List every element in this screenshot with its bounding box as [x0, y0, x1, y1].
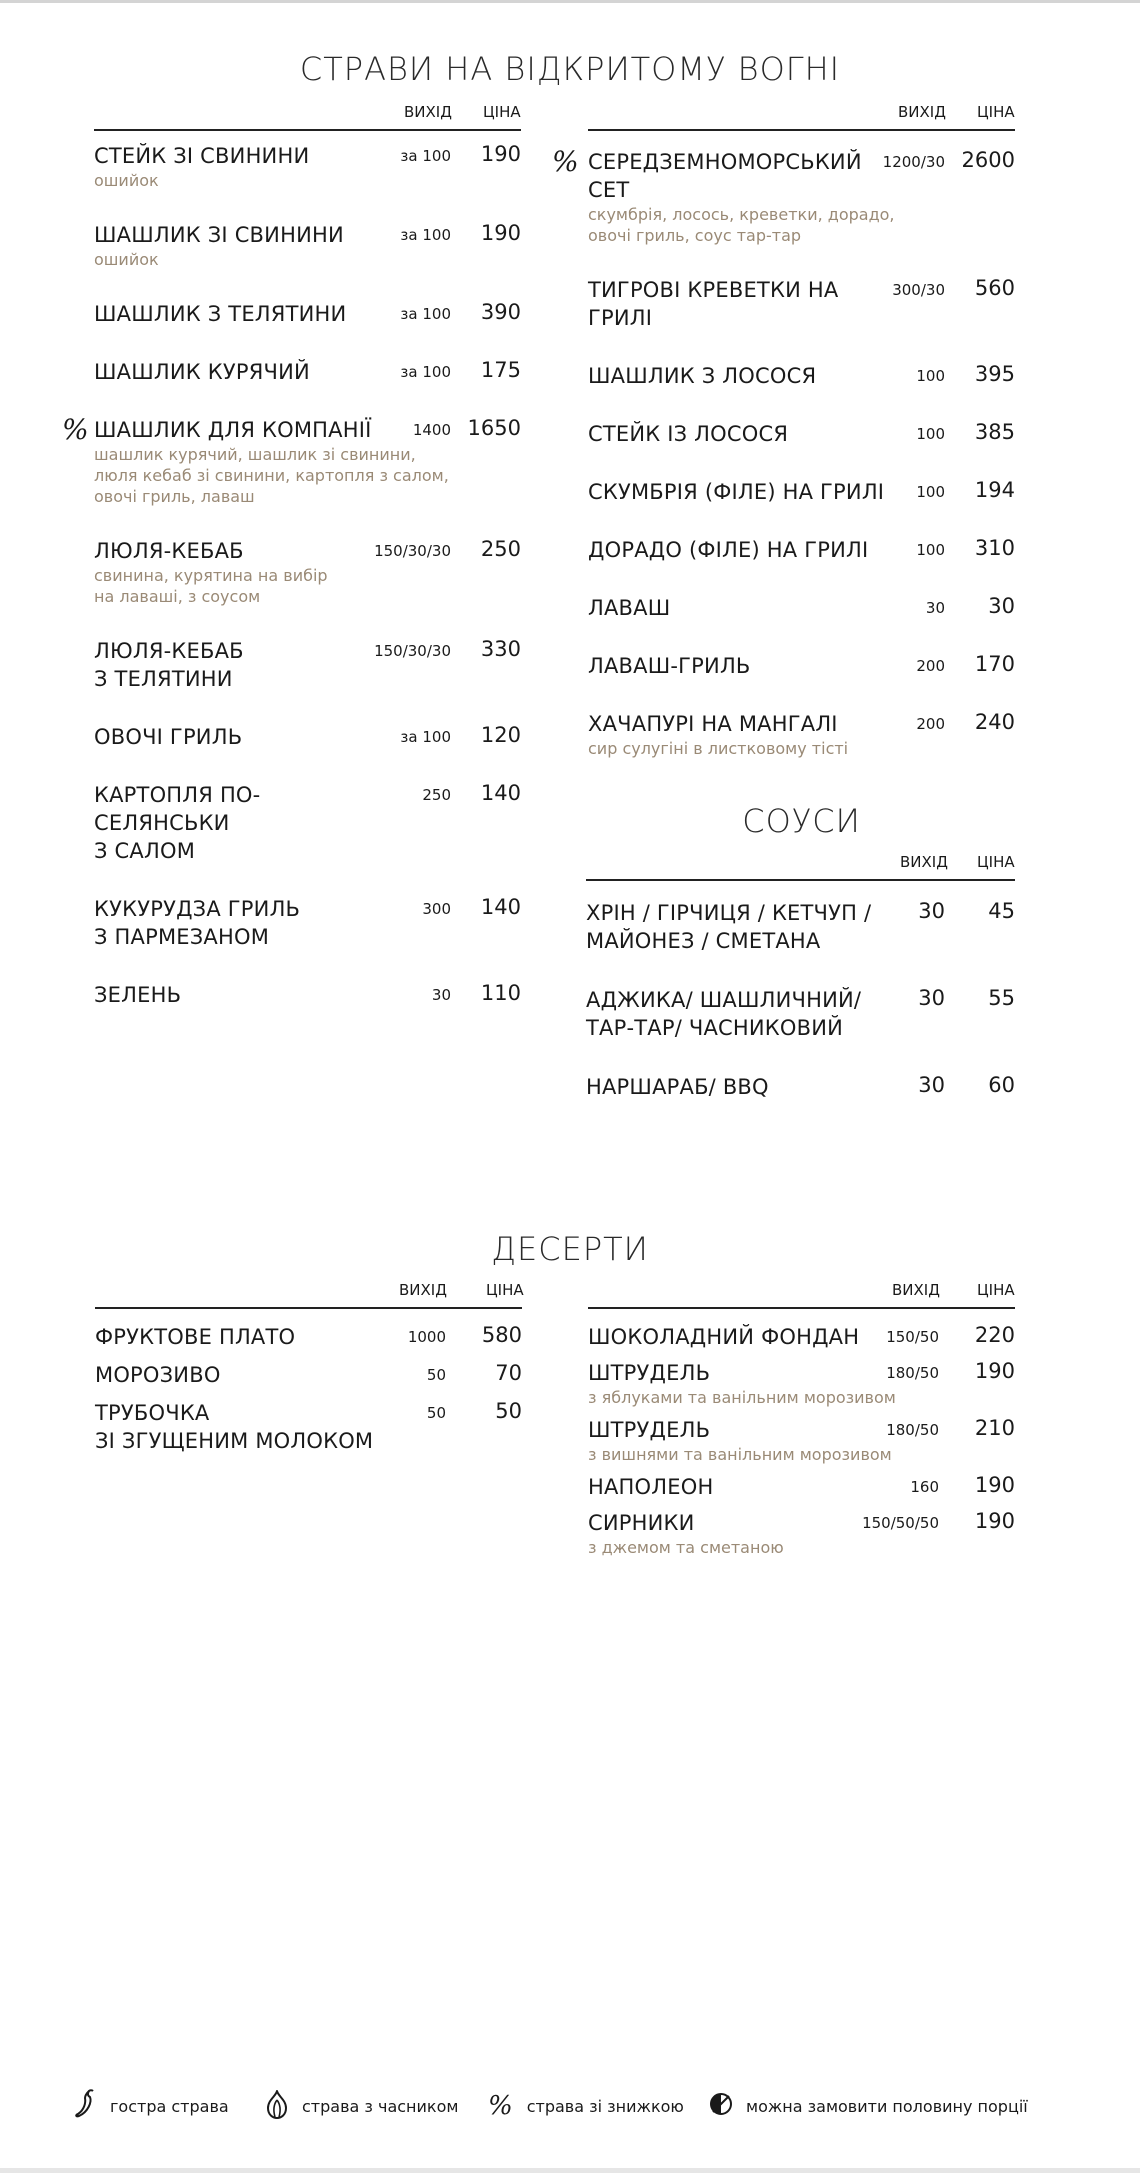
item-output: 150/50/50	[862, 1514, 939, 1532]
item-name: ШАШЛИК КУРЯЧИЙ	[94, 360, 310, 384]
item-name: СЕРЕДЗЕМНОМОРСЬКИЙ	[588, 150, 862, 174]
item-price: 250	[480, 537, 521, 561]
item-price: 45	[988, 899, 1015, 923]
menu-item	[94, 895, 521, 951]
item-description: овочі гриль, соус тар-тар	[588, 226, 802, 245]
item-name: МОРОЗИВО	[95, 1363, 221, 1387]
item-name: ШАШЛИК З ТЕЛЯТИНИ	[94, 302, 347, 326]
grill-left-column	[62, 99, 521, 1009]
item-price: 560	[974, 276, 1015, 300]
menu-item	[94, 781, 521, 865]
item-name: СТЕЙК ІЗ ЛОСОСЯ	[588, 422, 789, 446]
item-price: 240	[974, 710, 1015, 734]
item-output: 1400	[412, 421, 451, 439]
item-price: 385	[974, 420, 1015, 444]
column-header-price: ЦІНА	[486, 1281, 524, 1299]
item-name: ШТРУДЕЛЬ	[588, 1361, 711, 1385]
menu-item	[94, 723, 521, 751]
grill-section-title: СТРАВИ НА ВІДКРИТОМУ ВОГНІ	[299, 50, 841, 88]
item-name: З САЛОМ	[94, 839, 196, 863]
item-name: КАРТОПЛЯ ПО-СЕЛЯНСЬКИ	[94, 783, 261, 835]
percent-sale-icon: %	[488, 2091, 513, 2121]
item-output: 100	[916, 483, 945, 501]
item-price: 580	[481, 1323, 522, 1347]
item-output: 100	[916, 541, 945, 559]
item-name: З ТЕЛЯТИНИ	[94, 667, 233, 691]
item-output: 30	[431, 986, 451, 1004]
legend-label: гостра страва	[110, 2096, 229, 2116]
menu-item	[95, 1399, 522, 1455]
item-name: СТЕЙК ЗІ СВИНИНИ	[94, 144, 310, 168]
item-price: 190	[480, 142, 521, 166]
grill-right-column	[552, 99, 1015, 759]
item-output: 50	[426, 1404, 446, 1422]
item-output: 250	[422, 786, 451, 804]
legend	[0, 2088, 1140, 2124]
menu-item	[95, 1361, 522, 1389]
item-output: 30	[925, 599, 945, 617]
item-price: 70	[495, 1361, 522, 1385]
item-output: 150/30/30	[374, 642, 451, 660]
item-price: 175	[480, 358, 521, 382]
item-output: 180/50	[886, 1421, 939, 1439]
item-name: ЛЮЛЯ-КЕБАБ	[94, 539, 244, 563]
legend-item-half-portion	[708, 2088, 1028, 2124]
item-name: ШАШЛИК ЗІ СВИНИНИ	[94, 223, 344, 247]
legend-label: можна замовити половину порції	[746, 2096, 1028, 2116]
item-price: 190	[974, 1359, 1015, 1383]
item-name: ЛАВАШ-ГРИЛЬ	[588, 654, 751, 678]
item-output: 180/50	[886, 1364, 939, 1382]
legend-item-garlic	[264, 2088, 458, 2124]
menu-item	[588, 478, 1015, 506]
menu-item	[94, 637, 521, 693]
item-output: 30	[918, 986, 945, 1010]
menu-item	[94, 221, 521, 270]
item-output: 150/50	[886, 1328, 939, 1346]
column-header-price: ЦІНА	[977, 1281, 1015, 1299]
item-description: овочі гриль, лаваш	[94, 487, 255, 506]
item-output: 30	[918, 899, 945, 923]
item-name: ШТРУДЕЛЬ	[588, 1418, 711, 1442]
column-header-price: ЦІНА	[977, 853, 1015, 871]
menu-item	[588, 710, 1015, 759]
menu-item	[94, 358, 521, 386]
item-price: 395	[974, 362, 1015, 386]
menu-item	[588, 362, 1015, 390]
item-name: СИРНИКИ	[588, 1511, 695, 1535]
grill-left-header	[94, 99, 521, 131]
item-output: 1200/30	[882, 153, 945, 171]
chili-pepper-icon	[72, 2088, 110, 2124]
item-price: 1650	[467, 416, 521, 440]
item-price: 190	[974, 1473, 1015, 1497]
item-name: ТРУБОЧКА	[95, 1401, 210, 1425]
item-description: сир сулугіні в листковому тісті	[588, 739, 849, 758]
item-price: 390	[480, 300, 521, 324]
item-description: з яблуками та ванільним морозивом	[588, 1388, 896, 1407]
item-description: на лаваші, з соусом	[94, 587, 261, 606]
item-price: 140	[480, 781, 521, 805]
item-output: 200	[916, 657, 945, 675]
percent-sale-icon: %	[62, 413, 89, 446]
item-output: за 100	[400, 147, 451, 165]
item-price: 2600	[961, 148, 1015, 172]
item-price: 170	[974, 652, 1015, 676]
item-output: 150/30/30	[374, 542, 451, 560]
sauces-section-title: СОУСИ	[742, 802, 861, 840]
item-output: 300/30	[892, 281, 945, 299]
item-output: 30	[918, 1073, 945, 1097]
legend-item-sale	[488, 2088, 684, 2124]
item-description: ошийок	[94, 250, 159, 269]
grill-right-header	[588, 99, 1015, 131]
item-price: 55	[988, 986, 1015, 1010]
menu-item	[588, 594, 1015, 622]
item-price: 310	[974, 536, 1015, 560]
top-border	[0, 0, 1140, 3]
desserts-left-column	[95, 1277, 522, 1455]
item-name: КУКУРУДЗА ГРИЛЬ	[94, 897, 301, 921]
menu-item	[588, 276, 1015, 332]
item-price: 60	[988, 1073, 1015, 1097]
item-name: ДОРАДО (ФІЛЕ) НА ГРИЛІ	[588, 538, 869, 562]
menu-item	[94, 300, 521, 328]
menu-item	[94, 981, 521, 1009]
sauces-column	[586, 849, 1015, 1101]
item-price: 140	[480, 895, 521, 919]
item-name: НАРШАРАБ/ BBQ	[586, 1075, 769, 1099]
item-price: 190	[480, 221, 521, 245]
item-price: 210	[974, 1416, 1015, 1440]
column-header-output: ВИХІД	[900, 853, 948, 871]
item-name: ЗІ ЗГУЩЕНИМ МОЛОКОМ	[95, 1429, 374, 1453]
item-price: 190	[974, 1509, 1015, 1533]
item-output: 100	[916, 425, 945, 443]
item-name: ШАШЛИК З ЛОСОСЯ	[588, 364, 817, 388]
menu-item	[95, 1323, 522, 1351]
menu-item	[94, 142, 521, 191]
item-name: СКУМБРІЯ (ФІЛЕ) НА ГРИЛІ	[588, 480, 885, 504]
item-name: ЛЮЛЯ-КЕБАБ	[94, 639, 244, 663]
half-portion-icon	[708, 2091, 746, 2121]
item-description: з джемом та сметаною	[588, 1538, 784, 1557]
item-output: 100	[916, 367, 945, 385]
item-name: НАПОЛЕОН	[588, 1475, 714, 1499]
item-price: 330	[480, 637, 521, 661]
item-output: 50	[426, 1366, 446, 1384]
menu-item	[588, 1359, 1015, 1408]
menu-item	[588, 536, 1015, 564]
item-name: АДЖИКА/ ШАШЛИЧНИЙ/	[586, 988, 862, 1012]
item-name: ОВОЧІ ГРИЛЬ	[94, 725, 243, 749]
menu-item	[588, 1416, 1015, 1465]
item-output: за 100	[400, 728, 451, 746]
item-description: скумбрія, лосось, креветки, дорадо,	[588, 205, 895, 224]
menu-item	[586, 1073, 1015, 1101]
menu-item	[552, 145, 1015, 246]
column-header-output: ВИХІД	[404, 103, 452, 121]
desserts-right-header	[588, 1277, 1015, 1309]
desserts-right-column	[588, 1277, 1015, 1558]
column-header-output: ВИХІД	[892, 1281, 940, 1299]
legend-label: страва з часником	[302, 2096, 459, 2116]
garlic-icon	[264, 2088, 302, 2124]
item-price: 120	[480, 723, 521, 747]
item-output: за 100	[400, 305, 451, 323]
item-name: ЗЕЛЕНЬ	[94, 983, 182, 1007]
item-name: ЛАВАШ	[588, 596, 671, 620]
item-name: ШАШЛИК ДЛЯ КОМПАНІЇ	[94, 418, 372, 442]
item-output: 1000	[407, 1328, 446, 1346]
item-output: 160	[910, 1478, 939, 1496]
item-price: 50	[495, 1399, 522, 1423]
menu-item	[588, 1473, 1015, 1501]
menu-item	[62, 413, 521, 507]
sauces-header	[586, 849, 1015, 881]
item-description: люля кебаб зі свинини, картопля з салом,	[94, 466, 449, 485]
item-output: 200	[916, 715, 945, 733]
item-output: за 100	[400, 226, 451, 244]
item-output: за 100	[400, 363, 451, 381]
item-price: 30	[988, 594, 1015, 618]
item-price: 220	[974, 1323, 1015, 1347]
item-name: ХАЧАПУРІ НА МАНГАЛІ	[588, 712, 838, 736]
column-header-price: ЦІНА	[977, 103, 1015, 121]
column-header-price: ЦІНА	[483, 103, 521, 121]
item-name: ХРІН / ГІРЧИЦЯ / КЕТЧУП /	[586, 901, 872, 925]
bottom-border	[0, 2168, 1140, 2173]
menu-item	[588, 1509, 1015, 1558]
item-name: ТИГРОВІ КРЕВЕТКИ НА ГРИЛІ	[588, 278, 839, 330]
menu-item	[94, 537, 521, 607]
menu-item	[588, 1323, 1015, 1351]
desserts-section-title: ДЕСЕРТИ	[491, 1230, 649, 1268]
desserts-left-header	[95, 1277, 522, 1309]
item-name: СЕТ	[588, 178, 630, 202]
item-description: шашлик курячий, шашлик зі свинини,	[94, 445, 416, 464]
item-description: з вишнями та ванільним морозивом	[588, 1445, 892, 1464]
column-header-output: ВИХІД	[399, 1281, 447, 1299]
percent-sale-icon: %	[552, 145, 579, 178]
item-description: ошийок	[94, 171, 159, 190]
menu-item	[588, 420, 1015, 448]
legend-item-spicy	[72, 2088, 229, 2124]
item-name: З ПАРМЕЗАНОМ	[94, 925, 270, 949]
menu-item	[586, 986, 1015, 1042]
item-output: 300	[422, 900, 451, 918]
item-name: ШОКОЛАДНИЙ ФОНДАН	[588, 1325, 860, 1349]
item-name: ТАР-ТАР/ ЧАСНИКОВИЙ	[586, 1016, 844, 1040]
menu-item	[586, 899, 1015, 955]
column-header-output: ВИХІД	[898, 103, 946, 121]
item-name: ФРУКТОВЕ ПЛАТО	[95, 1325, 296, 1349]
item-name: МАЙОНЕЗ / СМЕТАНА	[586, 929, 821, 953]
item-price: 110	[480, 981, 521, 1005]
legend-label: страва зі знижкою	[526, 2096, 684, 2116]
item-description: свинина, курятина на вибір	[94, 566, 328, 585]
item-price: 194	[974, 478, 1015, 502]
menu-item	[588, 652, 1015, 680]
